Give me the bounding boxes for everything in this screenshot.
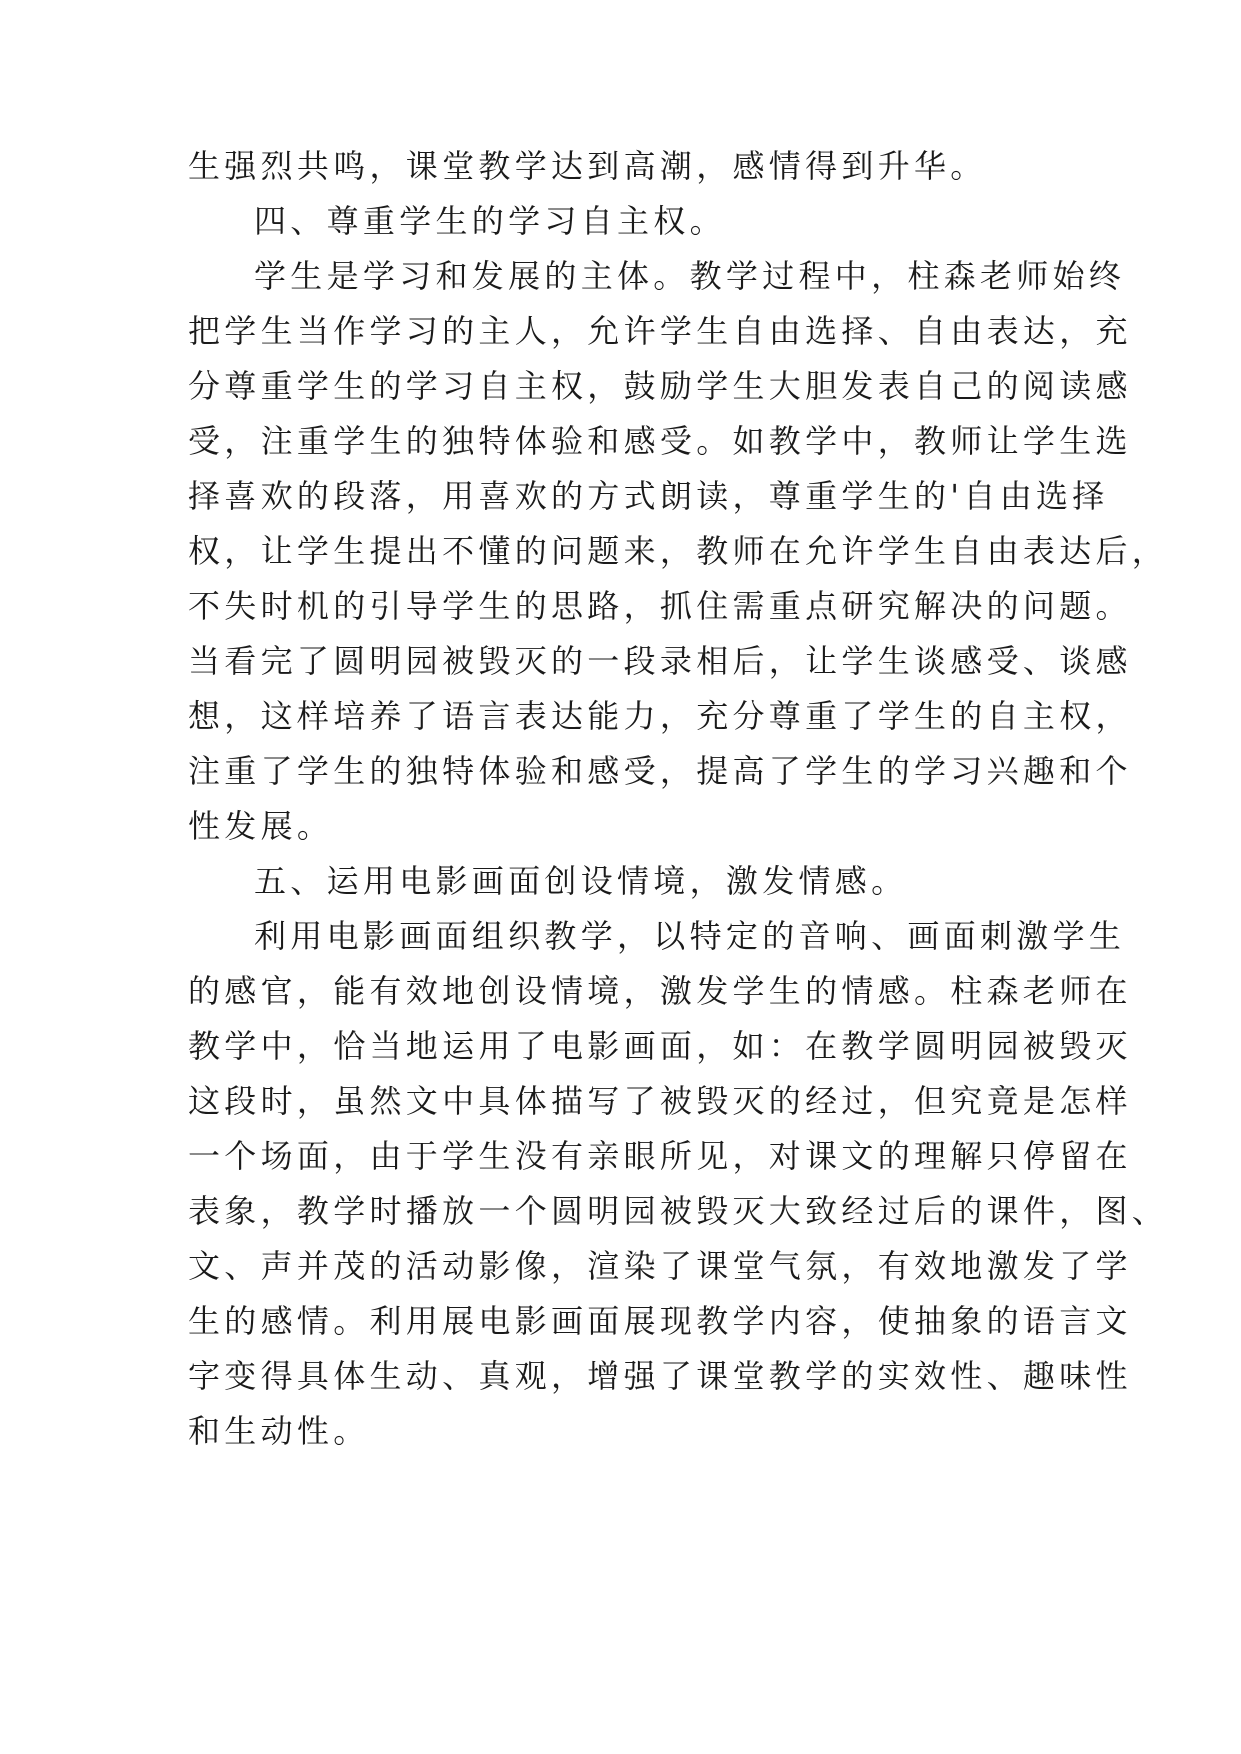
text-line: 表象，教学时播放一个圆明园被毁灭大致经过后的课件，图、 [188,1192,1169,1230]
text-line: 想，这样培养了语言表达能力，充分尊重了学生的自主权， [188,697,1132,735]
text-line: 生的感情。利用展电影画面展现教学内容，使抽象的语言文 [188,1302,1132,1340]
text-line: 的感官，能有效地创设情境，激发学生的情感。柱森老师在 [188,972,1132,1010]
text-line: 把学生当作学习的主人，允许学生自由选择、自由表达，充 [188,312,1132,350]
text-line: 权，让学生提出不懂的问题来，教师在允许学生自由表达后， [188,532,1169,570]
text-line: 和生动性。 [188,1412,370,1450]
text-line: 分尊重学生的学习自主权，鼓励学生大胆发表自己的阅读感 [188,367,1132,405]
text-line: 生强烈共鸣，课堂教学达到高潮，感情得到升华。 [188,147,987,185]
text-line: 文、声并茂的活动影像，渲染了课堂气氛，有效地激发了学 [188,1247,1132,1285]
text-line: 利用电影画面组织教学，以特定的音响、画面刺激学生 [254,917,1126,955]
text-line: 当看完了圆明园被毁灭的一段录相后，让学生谈感受、谈感 [188,642,1132,680]
text-line: 不失时机的引导学生的思路，抓住需重点研究解决的问题。 [188,587,1132,625]
section-heading: 四、尊重学生的学习自主权。 [254,202,726,240]
text-line: 注重了学生的独特体验和感受，提高了学生的学习兴趣和个 [188,752,1132,790]
section-heading: 五、运用电影画面创设情境，激发情感。 [254,862,908,900]
text-line: 受，注重学生的独特体验和感受。如教学中，教师让学生选 [188,422,1132,460]
text-line: 教学中，恰当地运用了电影画面，如：在教学圆明园被毁灭 [188,1027,1132,1065]
text-line: 这段时，虽然文中具体描写了被毁灭的经过，但究竟是怎样 [188,1082,1132,1120]
text-line: 字变得具体生动、真观，增强了课堂教学的实效性、趣味性 [188,1357,1132,1395]
text-line: 学生是学习和发展的主体。教学过程中，柱森老师始终 [254,257,1126,295]
text-line: 性发展。 [188,807,334,845]
text-line: 一个场面，由于学生没有亲眼所见，对课文的理解只停留在 [188,1137,1132,1175]
text-line: 择喜欢的段落，用喜欢的方式朗读，尊重学生的'自由选择 [188,477,1109,515]
